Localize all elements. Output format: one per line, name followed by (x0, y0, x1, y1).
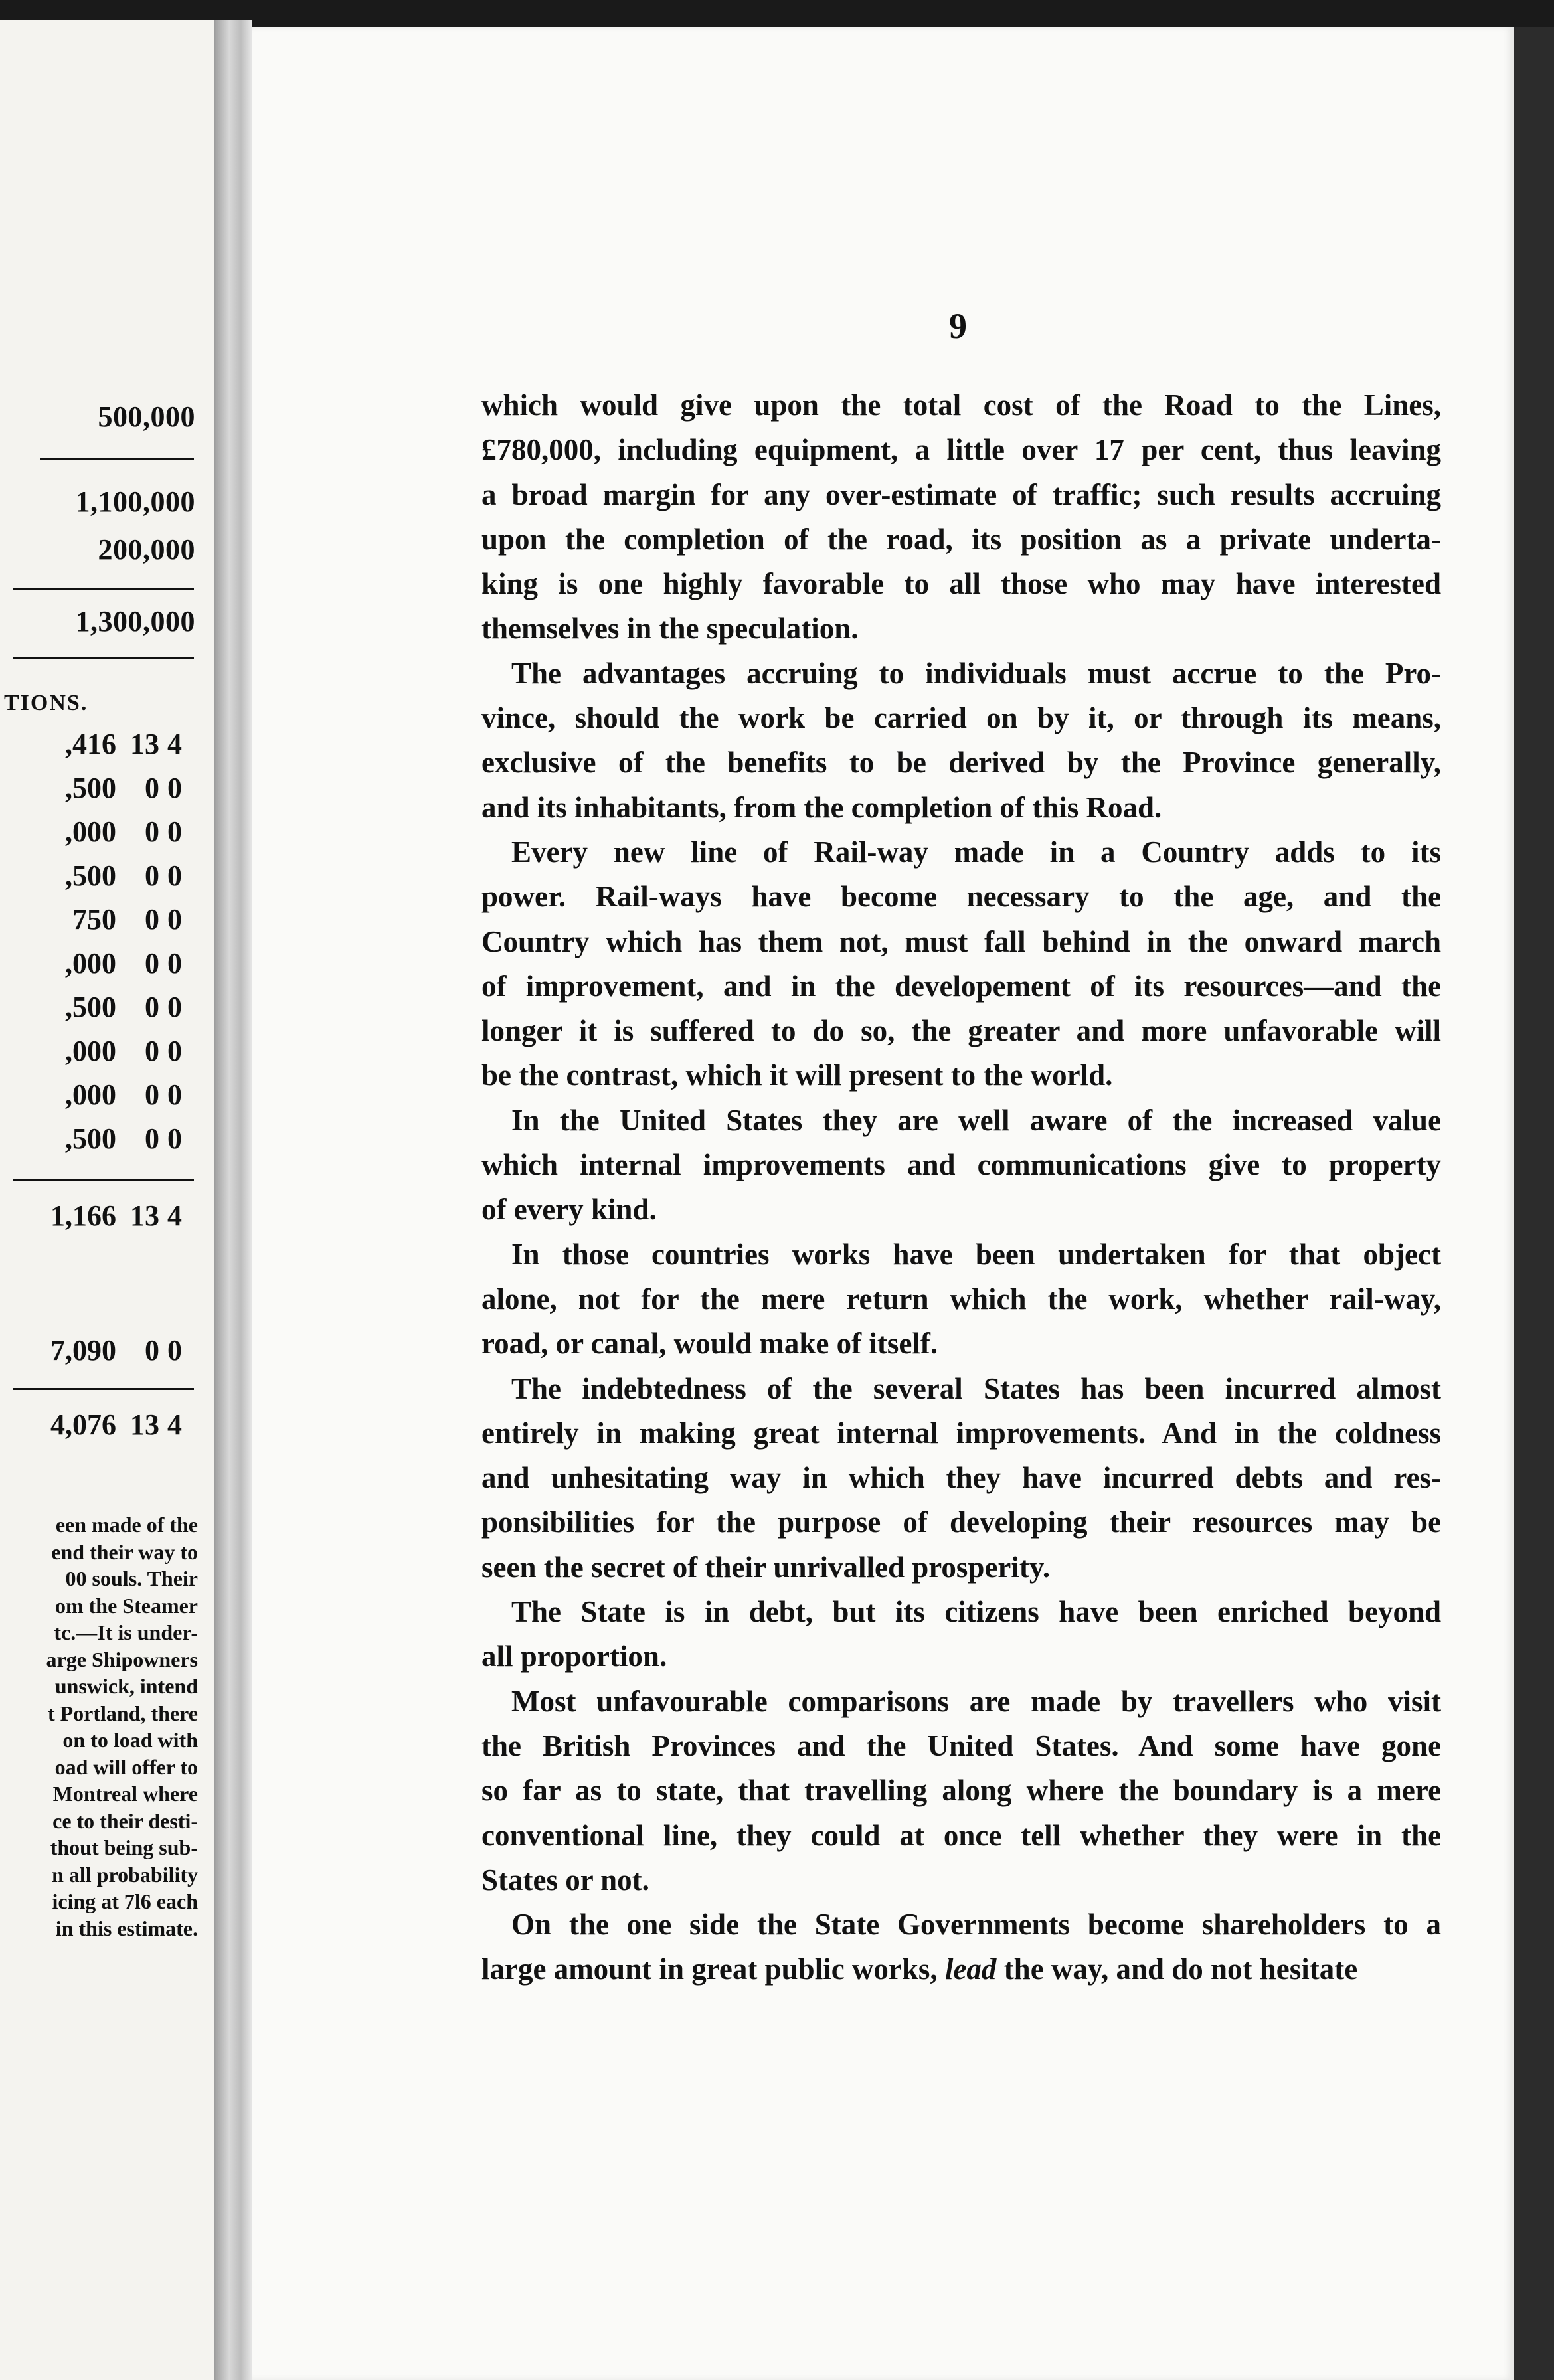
left-total-row: 1,166 13 4 (50, 1199, 182, 1232)
text-line: £780,000, including equipment, a little over 17 per cent, thus leaving (481, 433, 1441, 467)
text-line: Every new line of Rail-way made in a Country adds to its (511, 835, 1441, 869)
left-total-row: 7,090 0 0 (50, 1334, 182, 1367)
left-row: ,500 0 0 (65, 772, 182, 804)
text-line: entirely in making great internal improvements. And in the coldness (481, 1416, 1441, 1450)
left-page-fragment (0, 20, 214, 2380)
left-value-3: 200,000 (98, 533, 195, 566)
text-line: exclusive of the benefits to be derived by the Province generally, (481, 746, 1441, 780)
text-line: and unhesitating way in which they have incurred debts and res- (481, 1461, 1441, 1495)
text-line: of every kind. (481, 1193, 657, 1227)
text-line: road, or canal, would make of itself. (481, 1327, 938, 1361)
text-line: king is one highly favorable to all those who may have interested (481, 567, 1441, 601)
emphasis: lead (944, 1952, 997, 1986)
text-line: power. Rail-ways have become necessary to the age, and the (481, 880, 1441, 914)
text-line: the British Provinces and the United States. And some have gone (481, 1729, 1441, 1762)
left-row: ,000 0 0 (65, 1078, 182, 1111)
left-row: ,500 0 0 (65, 991, 182, 1023)
left-rule (40, 458, 194, 460)
left-heading: TIONS. (4, 691, 88, 715)
scan-right-border (1514, 27, 1554, 2380)
left-row: ,000 0 0 (65, 1035, 182, 1067)
text-line: of improvement, and in the developement of its resources—and the (481, 969, 1441, 1003)
text-line: themselves in the speculation. (481, 612, 859, 645)
text-line: which internal improvements and communications give to property (481, 1148, 1441, 1182)
text-line: The indebtedness of the several States has been incurred almost (511, 1371, 1441, 1405)
text-line: alone, not for the mere return which the work, whether rail-way, (481, 1282, 1441, 1316)
text-line: longer it is suffered to do so, the greater and more unfavorable will (481, 1014, 1441, 1048)
text-line: conventional line, they could at once tell whether they were in the (481, 1818, 1441, 1852)
text-line: Most unfavourable comparisons are made by travellers who visit (511, 1684, 1441, 1718)
left-row: ,500 0 0 (65, 859, 182, 892)
left-value-4: 1,300,000 (75, 605, 195, 638)
text-line: which would give upon the total cost of the Road to the Lines, (481, 388, 1441, 422)
left-rule (13, 657, 194, 659)
left-rule (13, 1388, 194, 1390)
text-line: upon the completion of the road, its position as a private underta- (481, 522, 1441, 556)
text-line: The State is in debt, but its citizens have been enriched beyond (511, 1595, 1441, 1629)
left-value-1: 500,000 (98, 400, 195, 433)
left-value-2: 1,100,000 (75, 485, 195, 518)
left-rule (13, 1179, 194, 1181)
text-line: a broad margin for any over-estimate of traffic; such results accruing (481, 477, 1441, 511)
left-row: 750 0 0 (72, 903, 182, 936)
text-line: all proportion. (481, 1640, 667, 1673)
text-line: large amount in great public works, lead the way, and do not hesitate (481, 1952, 1358, 1986)
text-line: The advantages accruing to individuals must accrue to the Pro- (511, 656, 1441, 690)
left-total-row: 4,076 13 4 (50, 1408, 182, 1441)
main-page (252, 27, 1514, 2380)
text-line: seen the secret of their unrivalled prosperity. (481, 1550, 1051, 1584)
left-row: ,000 0 0 (65, 815, 182, 848)
text-line: vince, should the work be carried on by it, or through its means, (481, 701, 1441, 735)
page-number: 9 (949, 306, 967, 346)
left-row: ,000 0 0 (65, 947, 182, 979)
text-line: Country which has them not, must fall behind in the onward march (481, 924, 1441, 958)
text-line: States or not. (481, 1863, 649, 1897)
left-rule (13, 588, 194, 590)
left-footnote: een made of the end their way to 00 souls. Their om the Steamer tc.—It is under- arge Shipowners unswick, intend t Portland, there on to load with oad will offer to Montreal where ce to their desti- thout being sub- n all probability icing at 7l6 each in this estimate. (46, 1513, 198, 1940)
book-gutter (214, 20, 252, 2380)
text-line: and its inhabitants, from the completion of this Road. (481, 790, 1162, 824)
text-line: In those countries works have been undertaken for that object (511, 1237, 1441, 1271)
left-row: ,416 13 4 (65, 728, 182, 760)
body-text (481, 383, 1441, 1992)
text-line: be the contrast, which it will present to the world. (481, 1059, 1113, 1092)
text-line: On the one side the State Governments become shareholders to a (511, 1908, 1441, 1942)
text-line: In the United States they are well aware of the increased value (511, 1103, 1441, 1137)
text-line: so far as to state, that travelling along where the boundary is a mere (481, 1774, 1441, 1808)
left-row: ,500 0 0 (65, 1122, 182, 1155)
text-line: ponsibilities for the purpose of developing their resources may be (481, 1505, 1441, 1539)
